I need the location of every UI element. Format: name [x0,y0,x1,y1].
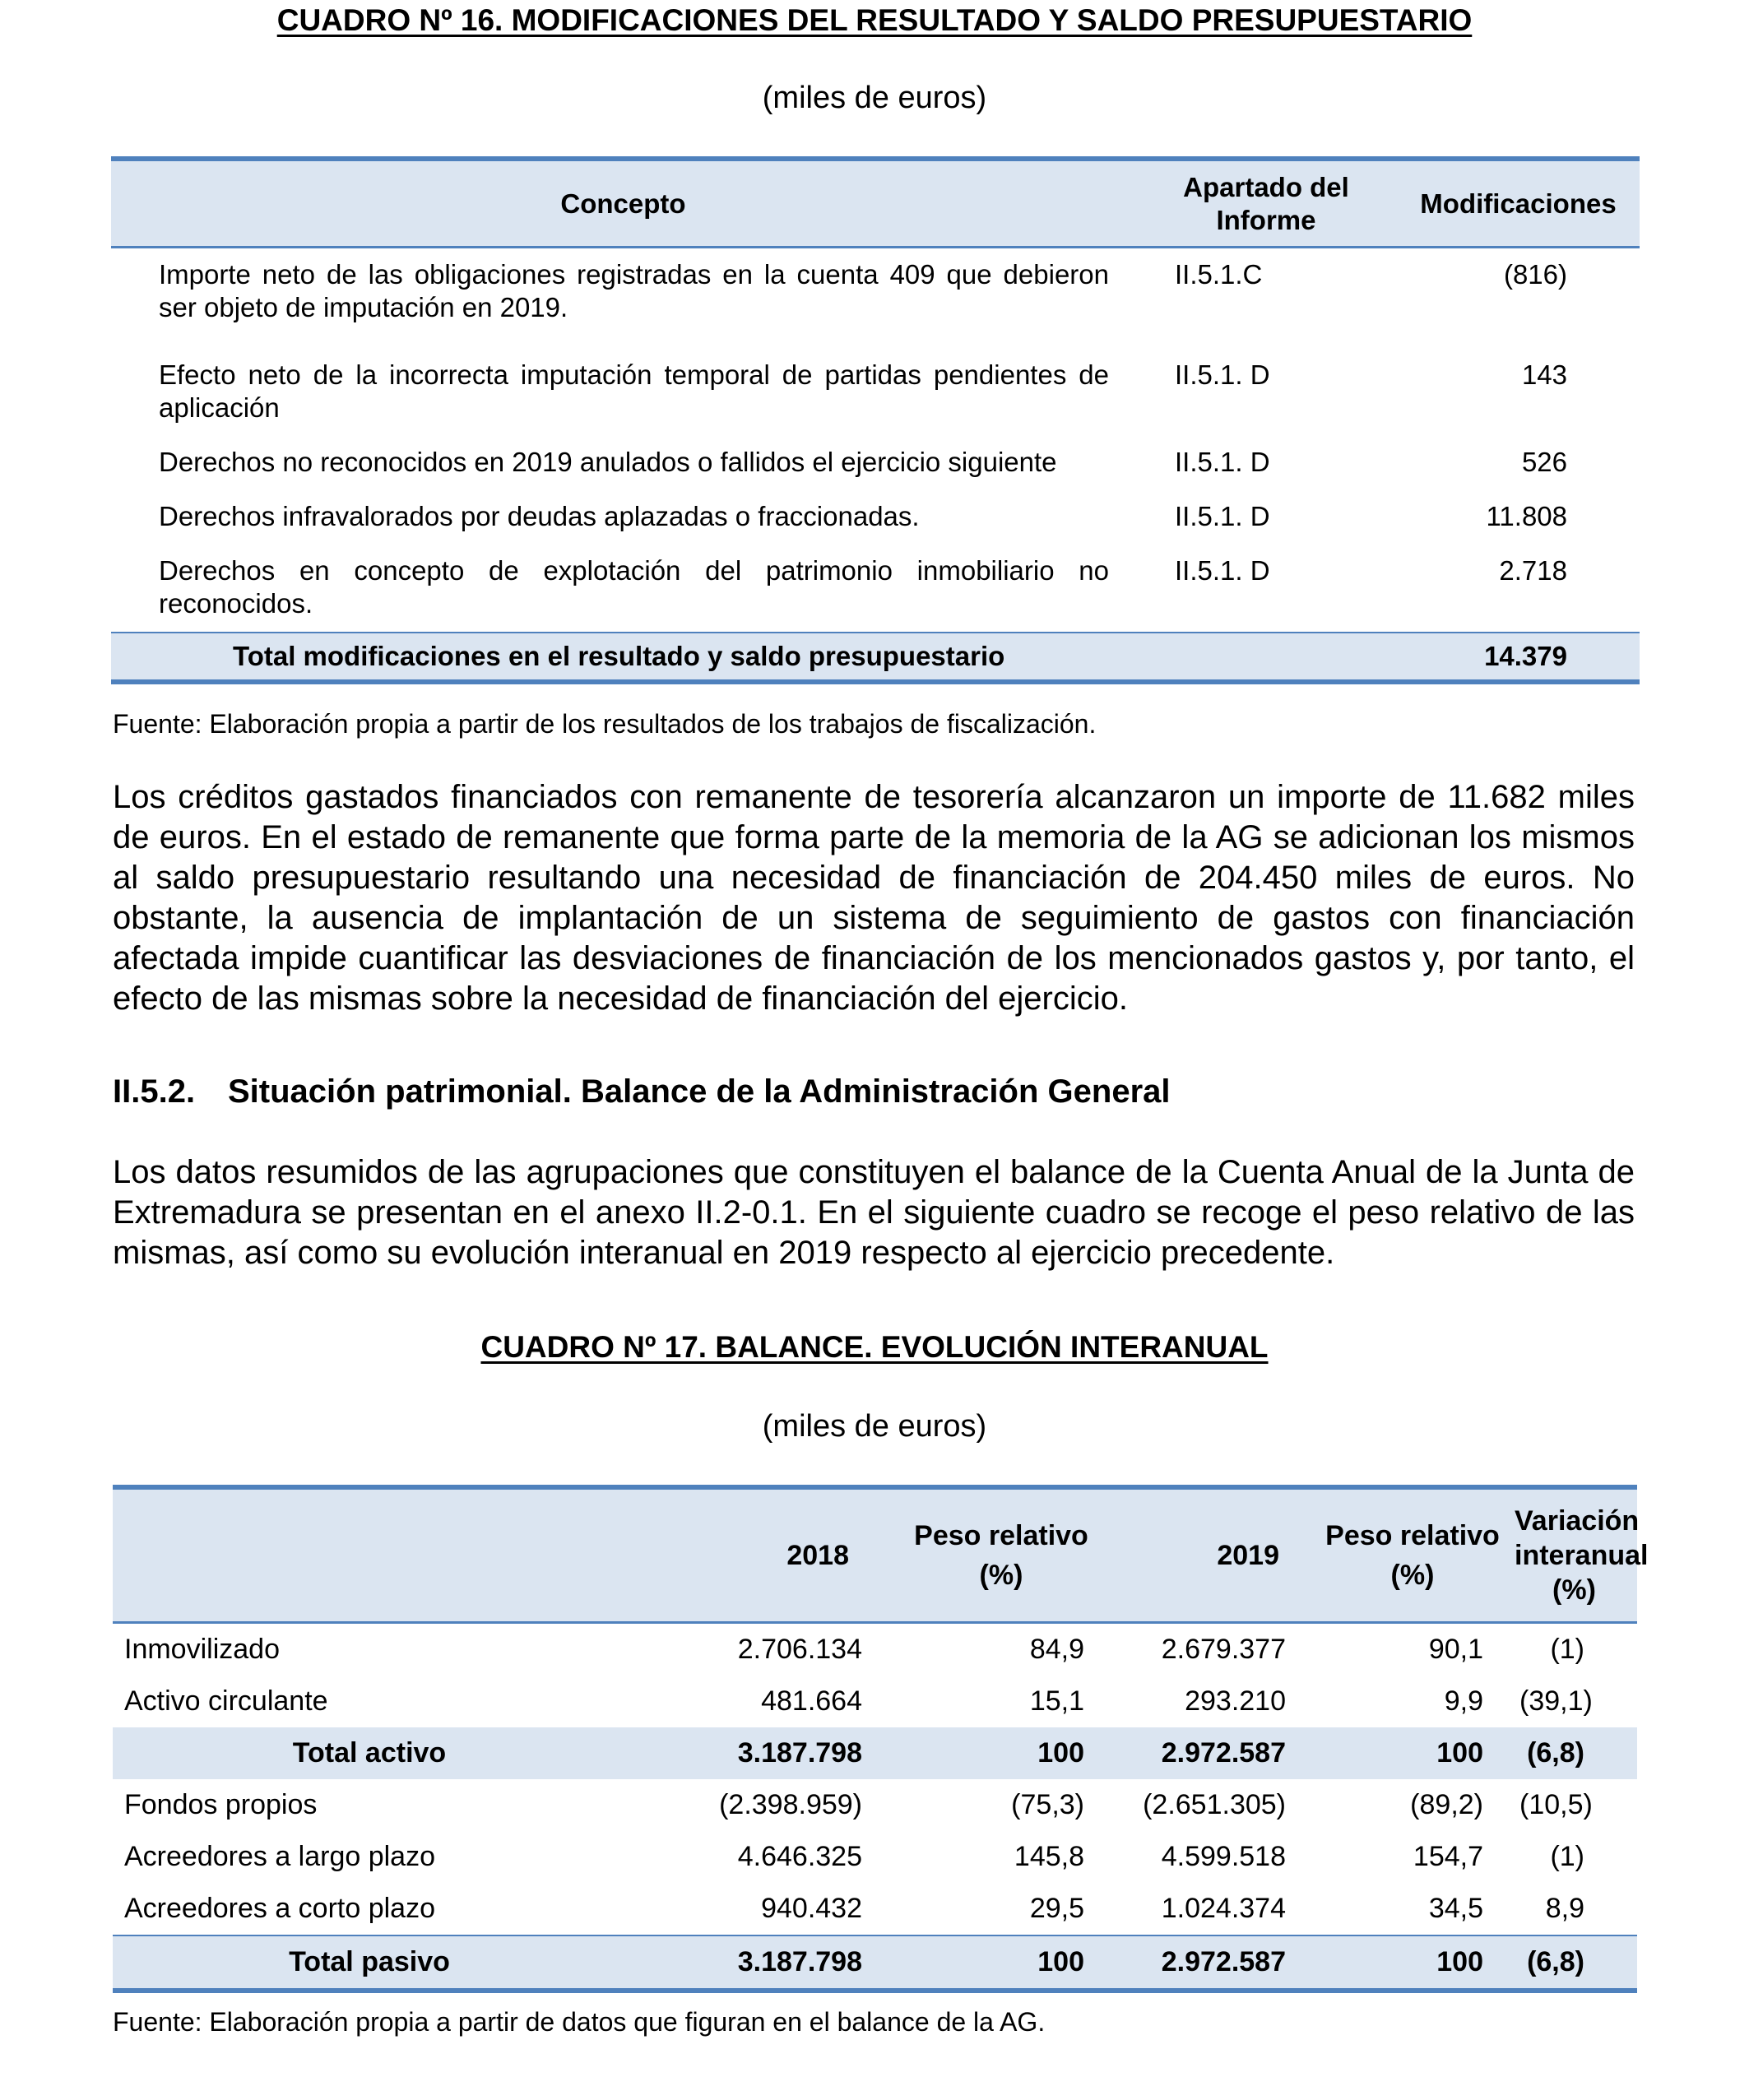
table-row [111,248,1640,350]
cell-2018: 2.706.134 [737,1634,862,1665]
cell-2019: 2.972.587 [1112,1727,1314,1779]
column-header-2018: 2018 [623,1487,890,1623]
cell-2019: 2.972.587 [1112,1935,1314,1991]
variacion-label-2: interanual [1515,1540,1649,1571]
section-title: Situación patrimonial. Balance de la Administración General [228,1073,1171,1110]
column-header-2019: 2019 [1112,1487,1314,1623]
variacion-label-1: Variación [1515,1505,1640,1537]
cell-peso-2019: 100 [1314,1935,1511,1991]
table-row [111,490,1640,545]
variacion-unit: (%) [1552,1574,1596,1606]
cell-concepto: Derechos infravalorados por deudas aplazadas o fraccionadas. [159,501,920,531]
cell-peso-2018: 145,8 [1014,1841,1084,1872]
table-total-row [113,1935,1637,1991]
cell-peso-2018: 100 [890,1727,1112,1779]
cell-variacion: (1) [1550,1634,1584,1665]
cell-total-apartado [1135,633,1397,682]
cell-variacion: (1) [1550,1841,1584,1872]
cell-concepto: Derechos en concepto de explotación del patrimonio inmobiliario no reconocidos. [159,555,1109,619]
cell-2019: 1.024.374 [1161,1893,1286,1924]
cell-peso-2018: 15,1 [1029,1685,1084,1717]
cell-apartado: II.5.1. D [1175,359,1270,390]
column-header-peso-2019 [1314,1487,1511,1623]
cell-2019: (2.651.305) [1143,1789,1286,1820]
paragraph-remanente: Los créditos gastados financiados con remanente de tesorería alcanzaron un importe de 11.682 miles de euros. En el estado de remanente que forma parte de la memoria de la AG se adicionan los mismos al saldo presupuestario resultando una necesidad de financiación de 204.450 miles de euros. No obstante, la ausencia de implantación de un sistema de seguimiento de gastos con financiación afectada impide cuantificar las desviaciones de financiación de los mencionados gastos y, por tanto, el efecto de las mismas sobre la necesidad de financiación del ejercicio. [113,779,1635,1017]
cell-peso-2019: (89,2) [1410,1789,1483,1820]
cell-apartado: II.5.1. D [1175,447,1270,477]
cell-2018: 481.664 [761,1685,862,1717]
table-row [113,1831,1637,1883]
cell-apartado: II.5.1. D [1175,501,1270,531]
cell-label: Total pasivo [113,1935,623,1991]
paragraph-balance: Los datos resumidos de las agrupaciones que constituyen el balance de la Cuenta Anual de la Junta de Extremadura se presentan en el anexo II.2-0.1. En el siguiente cuadro se recoge el peso relativo de las mismas, así como su evolución interanual en 2019 respecto al ejercicio precedente. [113,1154,1635,1271]
cell-label: Total activo [113,1727,623,1779]
peso-2019-label: Peso relativo [1325,1520,1500,1551]
cell-label: Inmovilizado [124,1634,280,1665]
cell-concepto: Efecto neto de la incorrecta imputación temporal de partidas pendientes de aplicación [159,359,1109,423]
section-heading [113,1073,1171,1110]
cell-modificaciones: (816) [1503,259,1567,290]
cell-peso-2018: 100 [890,1935,1112,1991]
column-header-label [113,1487,623,1623]
table-row [111,545,1640,633]
cell-peso-2018: 84,9 [1029,1634,1084,1665]
cuadro17-source: Fuente: Elaboración propia a partir de datos que figuran en el balance de la AG. [113,2007,1046,2037]
cell-2018: 3.187.798 [623,1935,890,1991]
cuadro17-title: CUADRO Nº 17. BALANCE. EVOLUCIÓN INTERANUAL [480,1330,1269,1364]
cell-2018: 940.432 [761,1893,862,1924]
cell-2018: 3.187.798 [623,1727,890,1779]
cuadro16-table [111,156,1640,684]
cell-peso-2018: 29,5 [1029,1893,1084,1924]
cell-total-concepto: Total modificaciones en el resultado y saldo presupuestario [111,633,1135,682]
cell-peso-2019: 154,7 [1413,1841,1483,1872]
table-row [113,1779,1637,1831]
cell-apartado: II.5.1.C [1175,259,1263,290]
cuadro16-source: Fuente: Elaboración propia a partir de los resultados de los trabajos de fiscalización. [113,709,1097,739]
cell-variacion: (6,8) [1511,1727,1637,1779]
cell-label: Acreedores a largo plazo [124,1841,436,1872]
cuadro16-title: CUADRO Nº 16. MODIFICACIONES DEL RESULTADO Y SALDO PRESUPUESTARIO [276,3,1473,37]
cell-2018: 4.646.325 [737,1841,862,1872]
cell-modificaciones: 2.718 [1499,555,1567,586]
cell-total-modificaciones: 14.379 [1397,633,1640,682]
peso-2018-unit: (%) [979,1560,1023,1591]
cell-concepto: Importe neto de las obligaciones registradas en la cuenta 409 que debieron ser objeto de imputación en 2019. [159,259,1109,322]
cell-peso-2019: 90,1 [1428,1634,1483,1665]
cell-peso-2019: 9,9 [1444,1685,1483,1717]
column-header-variacion [1511,1487,1649,1623]
table-header-row [113,1487,1637,1623]
table-row [113,1676,1637,1727]
column-header-modificaciones: Modificaciones [1397,159,1640,248]
table-row [113,1883,1637,1935]
table-header-row [111,159,1640,248]
table-row [111,349,1640,436]
cell-label: Fondos propios [124,1789,318,1820]
peso-2019-unit: (%) [1390,1560,1435,1591]
cuadro17-table [113,1485,1649,1993]
cell-variacion: 8,9 [1545,1893,1584,1924]
cell-concepto: Derechos no reconocidos en 2019 anulados o fallidos el ejercicio siguiente [159,447,1057,477]
cell-variacion: (39,1) [1519,1685,1593,1717]
cuadro17-units: (miles de euros) [762,1409,987,1444]
table-row [113,1623,1637,1676]
cell-2019: 4.599.518 [1161,1841,1286,1872]
column-header-apartado: Apartado del Informe [1135,159,1397,248]
table-total-row [113,1727,1637,1779]
cell-label: Activo circulante [124,1685,328,1717]
peso-2018-label: Peso relativo [914,1520,1088,1551]
table-total-row [111,633,1640,682]
cell-2019: 2.679.377 [1161,1634,1286,1665]
section-number: II.5.2. [113,1073,196,1110]
cell-modificaciones: 143 [1521,359,1567,390]
cuadro16-units: (miles de euros) [762,81,987,115]
cell-modificaciones: 526 [1521,447,1567,477]
cell-peso-2018: (75,3) [1011,1789,1084,1820]
cell-peso-2019: 34,5 [1428,1893,1483,1924]
cell-modificaciones: 11.808 [1486,501,1567,531]
cell-label: Acreedores a corto plazo [124,1893,435,1924]
cell-2018: (2.398.959) [719,1789,862,1820]
cell-variacion: (10,5) [1519,1789,1593,1820]
cell-apartado: II.5.1. D [1175,555,1270,586]
table-row [111,436,1640,490]
column-header-peso-2018 [890,1487,1112,1623]
cell-2019: 293.210 [1185,1685,1286,1717]
cell-variacion: (6,8) [1511,1935,1637,1991]
column-header-concepto: Concepto [111,159,1135,248]
cell-peso-2019: 100 [1314,1727,1511,1779]
